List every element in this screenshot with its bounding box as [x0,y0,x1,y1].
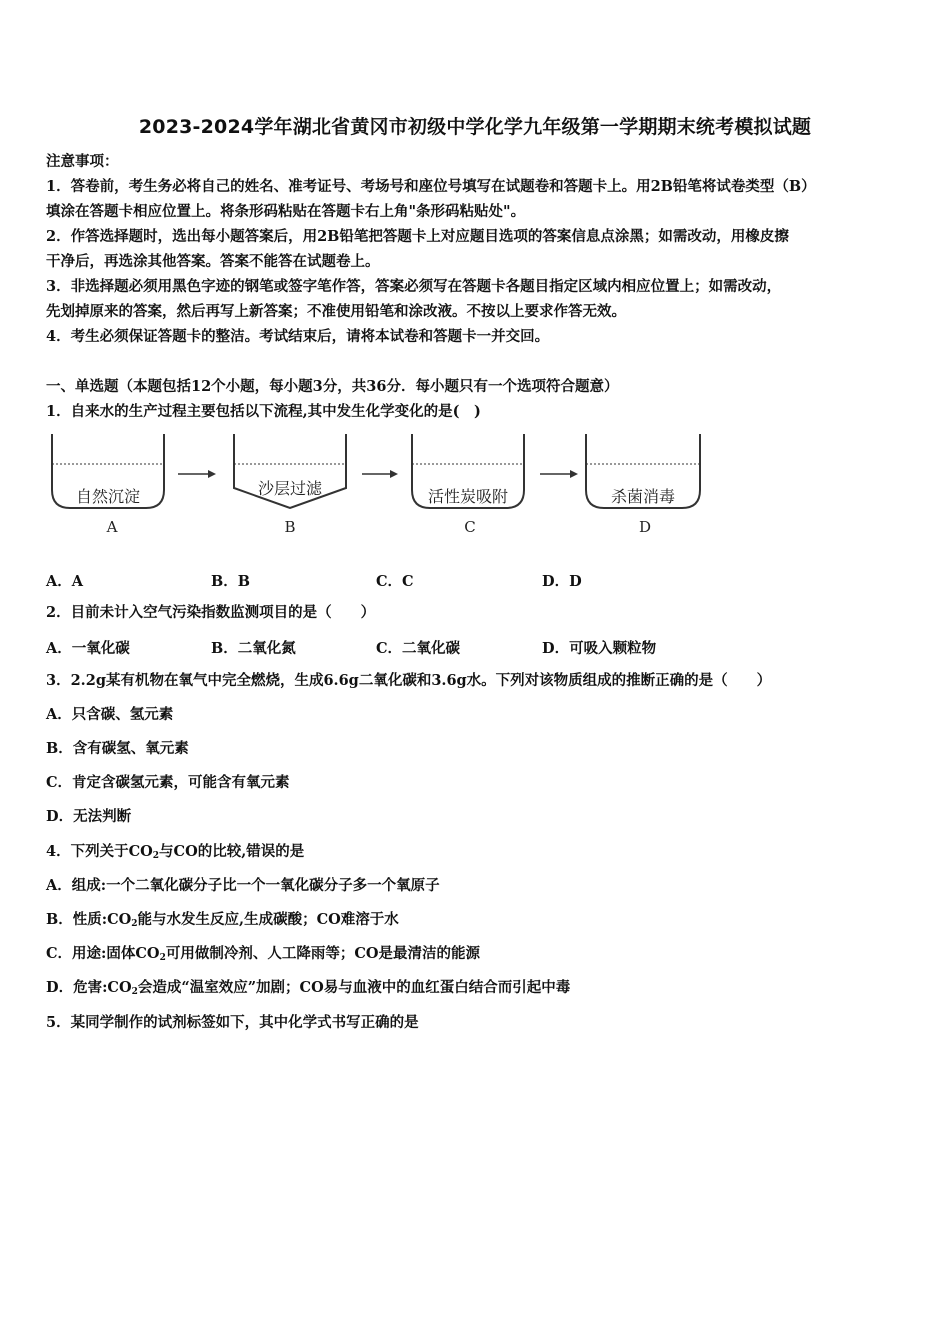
option-d[interactable]: D．无法判断 [46,808,132,825]
option-c[interactable] [46,944,916,968]
notice-line: 3．非选择题必须用黑色字迹的钢笔或签字笔作答，答案必须写在答题卡各题目指定区域内相应位置上；如需改动， [46,278,782,295]
question-3-stem: 3．2.2g某有机物在氧气中完全燃烧，生成6.6g二氧化碳和3.6g水。下列对该物质组成的推断正确的是（ ） [46,672,772,689]
option-c[interactable]: C．二氧化碳 [376,640,461,657]
step-d-label: 杀菌消毒 [610,487,676,506]
option-b[interactable]: B．二氧化氮 [211,640,296,657]
option-text: C．用途:固体CO [46,945,160,962]
step-c-label: 活性炭吸附 [427,487,509,506]
subscript: 2 [131,987,138,997]
step-a-label: 自然沉淀 [75,487,141,506]
question-2-stem: 2．目前未计入空气污染指数监测项目的是（ ） [46,604,376,621]
option-b[interactable] [46,910,916,934]
container-b [234,434,346,536]
option-b[interactable]: B．B [211,573,251,590]
notice-line: 4．考生必须保证答题卡的整洁。考试结束后，请将本试卷和答题卡一并交回。 [46,328,550,345]
subscript: 2 [131,919,138,929]
option-d[interactable] [46,978,916,1002]
notice-line: 先划掉原来的答案，然后再写上新答案；不准使用铅笔和涂改液。不按以上要求作答无效。 [46,303,626,320]
stem-text: 4．下列关于CO [46,843,153,860]
step-b-letter: B [284,518,296,536]
option-a[interactable]: A．只含碳、氢元素 [46,706,174,723]
step-d-letter: D [638,518,652,536]
step-c-letter: C [464,518,476,536]
option-c[interactable]: C．C [376,573,414,590]
option-a[interactable]: A．一氧化碳 [46,640,130,657]
question-1-stem: 1．自来水的生产过程主要包括以下流程,其中发生化学变化的是( ) [46,403,481,420]
arrow-icon [362,470,398,478]
page-title: 2023-2024学年湖北省黄冈市初级中学化学九年级第一学期期末统考模拟试题 [138,116,812,138]
step-a-letter: A [106,518,118,536]
option-a[interactable] [46,876,916,896]
option-text: 能与水发生反应,生成碳酸；CO难溶于水 [137,911,399,928]
option-d[interactable]: D．D [542,573,582,590]
notice-line: 填涂在答题卡相应位置上。将条形码粘贴在答题卡右上角"条形码粘贴处"。 [46,203,526,220]
notice-line: 2．作答选择题时，选出每小题答案后，用2B铅笔把答题卡上对应题目选项的答案信息点涂黑；如需改动，用橡皮擦 [46,228,789,245]
container-a [52,434,164,536]
subscript: 2 [159,953,166,963]
question-5-stem: 5．某同学制作的试剂标签如下，其中化学式书写正确的是 [46,1014,419,1031]
water-treatment-diagram [46,428,716,548]
question-4-stem [46,842,916,866]
option-d[interactable]: D．可吸入颗粒物 [542,640,657,657]
arrow-icon [540,470,578,478]
option-text: B．性质:CO [46,911,132,928]
option-text: 可用做制冷剂、人工降雨等；CO是最清洁的能源 [165,945,481,962]
notice-heading: 注意事项： [46,153,119,170]
option-text: A．组成:一个二氧化碳分子比一个一氧化碳分子多一个氧原子 [46,877,440,894]
option-c[interactable]: C．肯定含碳氢元素，可能含有氧元素 [46,774,290,791]
step-b-label: 沙层过滤 [257,479,323,498]
option-text: D．危害:CO [46,979,132,996]
arrow-icon [178,470,216,478]
option-b[interactable]: B．含有碳氢、氧元素 [46,740,189,757]
container-d [586,434,700,536]
notice-line: 1．答卷前，考生务必将自己的姓名、准考证号、考场号和座位号填写在试题卷和答题卡上。用2B铅笔将试卷类型（B） [46,178,816,195]
notice-line: 干净后，再选涂其他答案。答案不能答在试题卷上。 [46,253,380,270]
section-heading: 一、单选题（本题包括12个小题，每小题3分，共36分．每小题只有一个选项符合题意） [46,378,619,395]
option-text: 会造成“温室效应”加剧；CO易与血液中的血红蛋白结合而引起中毒 [137,979,571,996]
option-a[interactable]: A．A [46,573,84,590]
stem-text: 与CO的比较,错误的是 [159,843,305,860]
container-c [412,434,524,536]
subscript: 2 [152,851,160,861]
